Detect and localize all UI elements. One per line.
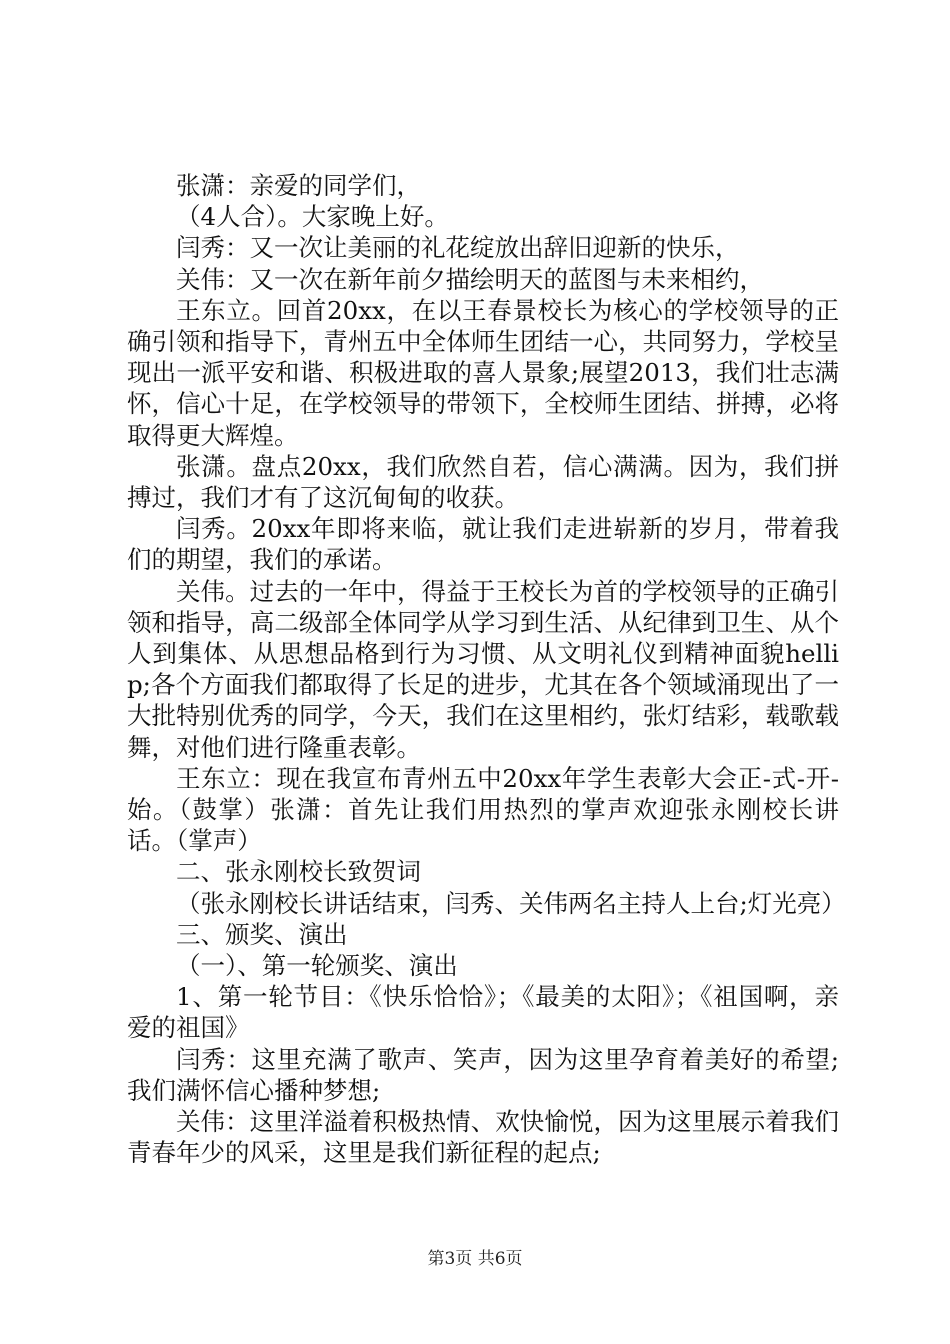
paragraph: 王东立。回首20xx，在以王春景校长为核心的学校领导的正确引领和指导下，青州五中全体师生团结一心，共同努力，学校呈现出一派平安和谐、积极进取的喜人景象;展望2013，我们壮志满怀，信心十足，在学校领导的带领下，全校师生团结、拼搏，必将取得更大辉煌。 bbox=[127, 295, 839, 450]
paragraph: 王东立：现在我宣布青州五中20xx年学生表彰大会正-式-开-始。（鼓掌）张潇：首先让我们用热烈的掌声欢迎张永刚校长讲话。（掌声） bbox=[127, 763, 839, 856]
paragraph: 关伟：又一次在新年前夕描绘明天的蓝图与未来相约， bbox=[176, 264, 764, 294]
paragraph: （张永刚校长讲话结束，闫秀、关伟两名主持人上台;灯光亮） bbox=[176, 888, 846, 918]
section-heading: 三、颁奖、演出 bbox=[176, 919, 348, 949]
paragraph: 张潇。盘点20xx，我们欣然自若，信心满满。因为，我们拼搏过，我们才有了这沉甸甸的收获。 bbox=[127, 451, 839, 513]
paragraph: 闫秀：这里充满了歌声、笑声，因为这里孕育着美好的希望;我们满怀信心播种梦想; bbox=[127, 1044, 839, 1105]
paragraph: 1、第一轮节目：《快乐恰恰》；《最美的太阳》；《祖国啊，亲爱的祖国》 bbox=[127, 982, 839, 1043]
paragraph: 闫秀。20xx年即将来临，就让我们走进崭新的岁月，带着我们的期望，我们的承诺。 bbox=[127, 514, 839, 575]
paragraph: 张潇：亲爱的同学们， bbox=[176, 171, 421, 200]
document-body bbox=[127, 170, 846, 1169]
paragraph: （4人合）。大家晚上好。 bbox=[176, 202, 449, 232]
paragraph: 关伟：这里洋溢着积极热情、欢快愉悦，因为这里展示着我们青春年少的风采，这里是我们新征程的起点; bbox=[127, 1107, 839, 1168]
subsection-heading: （一）、第一轮颁奖、演出 bbox=[176, 951, 458, 981]
paragraph: 闫秀：又一次让美丽的礼花绽放出辞旧迎新的快乐， bbox=[176, 233, 740, 263]
page-number-footer: 第3页 共6页 bbox=[427, 1249, 523, 1269]
section-heading: 二、张永刚校长致贺词 bbox=[176, 857, 421, 887]
paragraph: 关伟。过去的一年中，得益于王校长为首的学校领导的正确引领和指导，高二级部全体同学从学习到生活、从纪律到卫生、从个人到集体、从思想品格到行为习惯、从文明礼仪到精神面貌hellip;各个方面我们都取得了长足的进步，尤其在各个领域涌现出了一大批特别优秀的同学，今天，我们在这里相约，张灯结彩，载歌载舞，对他们进行隆重表彰。 bbox=[127, 576, 839, 762]
